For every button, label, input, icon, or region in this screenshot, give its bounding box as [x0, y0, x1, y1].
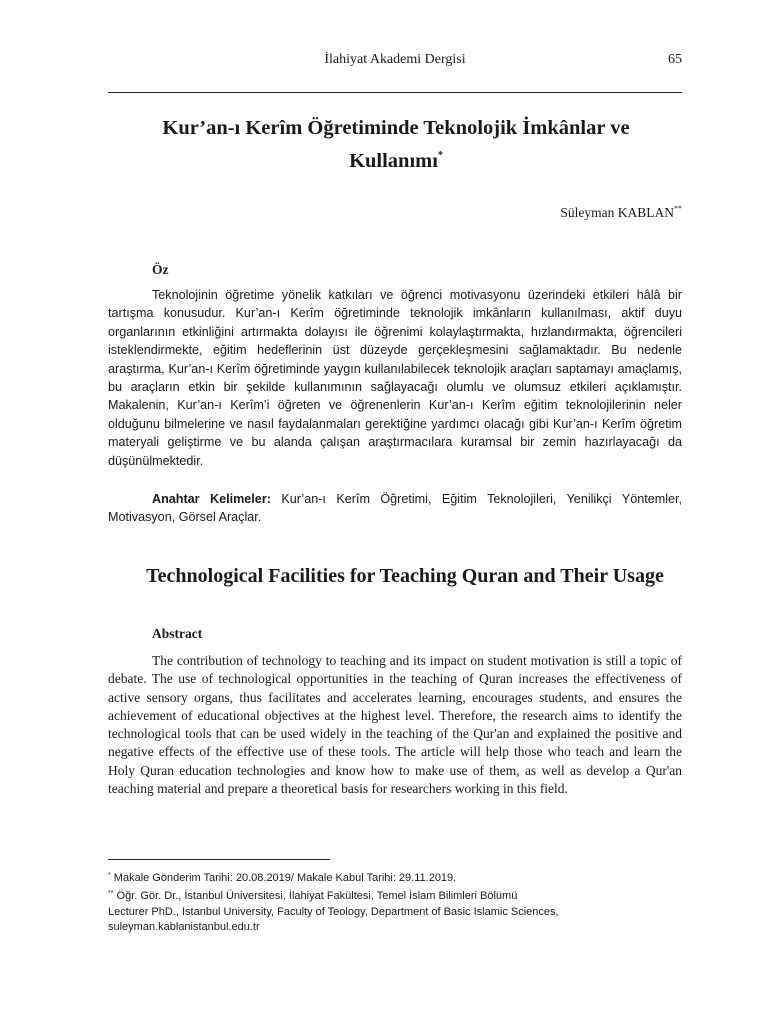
- author-name: Süleyman KABLAN: [560, 205, 674, 220]
- oz-heading: Öz: [152, 262, 169, 277]
- article-title-turkish: [130, 114, 662, 175]
- footnote-2-email: suleyman.kablanistanbul.edu.tr: [108, 921, 260, 934]
- keywords-text: Kur’an-ı Kerîm Öğretimi, Eğitim Teknolojileri, Yenilikçi Yöntemler, Motivasyon, Görsel Araçlar.: [108, 492, 683, 525]
- page-number: 65: [668, 52, 682, 67]
- footnote-1-mark: *: [108, 872, 111, 879]
- abstract-heading: Abstract: [152, 626, 203, 641]
- journal-title: İlahiyat Akademi Dergisi: [324, 52, 466, 67]
- footnote-2-text: Öğr. Gör. Dr., İstanbul Üniversitesi, İlahiyat Fakültesi, Temel İslam Bilimleri Bölümü: [113, 890, 518, 903]
- footnote-2: [108, 886, 682, 904]
- footnote-2-affiliation-en: Lecturer PhD., Istanbul University, Faculty of Teology, Department of Basic Islamic Sciences,: [108, 905, 559, 918]
- footnote-2-mark: **: [108, 890, 114, 898]
- title-footnote-mark: *: [437, 150, 443, 161]
- footnote-1-text: Makale Gönderim Tarihi: 20.08.2019/ Makale Kabul Tarihi: 29.11.2019.: [110, 872, 457, 884]
- author-footnote-mark: **: [674, 204, 682, 213]
- oz-paragraph: Teknolojinin öğretime yönelik katkıları ve öğrenci motivasyonu üzerindeki etkileri hâlâ bir tartışma konusudur. Kur’an-ı Kerîm öğretiminde teknolojik imkânların kullanılması, aktif duyu organlarının etkinliğini artırmakta dolayısı ile öğrenimi kolaylaştırmakta, hızlandırmakta, öğrencileri isteklendirmekte, eğitim hedeflerinin üst düzeyde gerçekleşmesini sağlamaktadır. Bu nedenle araştırma, Kur’an-ı Kerîm öğretiminde yaygın kullanılabilecek teknolojik araçları saptamayı amaçlamış, bu araçların etkin bir şekilde kullanımının sağlayacağı olumlu ve olumsuz etkileri açıklamıştır. Makalenin, Kur’an-ı Kerîm’i öğreten ve öğrenenlerin Kur’an-ı Kerîm eğitim teknolojilerinin neler olduğunu bilmelerine ve nasıl faydalanmaları gerektiğine yardımcı olacağı gibi Kur’an-ı Kerîm öğretim materyali geliştirme ve bu alanda çalışan araştırmacılara kuramsal bir zemin hazırlayacağı da düşünülmektedir.: [108, 288, 682, 468]
- abstract-paragraph: The contribution of technology to teaching and its impact on student motivation is still a topic of debate. The use of technological opportunities in the teaching of Quran increases the effectiveness of active sensory organs, thus facilitates and accelerates learning, encourages students, and ensures the achievement of educational objectives at the highest level. Therefore, the research aims to identify the technological tools that can be used widely in the teaching of the Qur'an and explained the positive and negative effects of the effective use of these tools. The article will help those who teach and learn the Holy Quran education technologies and know how to make use of them, as well as develop a Qur'an teaching material and prepare a theoretical basis for researchers working in this field.: [108, 653, 682, 797]
- article-title-english: Technological Facilities for Teaching Quran and Their Usage: [146, 565, 664, 587]
- keywords-paragraph: [108, 490, 682, 527]
- footnote-1: [108, 868, 682, 886]
- footnotes: [108, 868, 682, 936]
- title-tr-text: Kur’an-ı Kerîm Öğretiminde Teknolojik İmkânlar ve Kullanımı: [162, 117, 630, 172]
- keywords-label: Anahtar Kelimeler:: [152, 492, 271, 506]
- author: [560, 204, 682, 221]
- running-header: [108, 50, 682, 74]
- header-rule: [108, 92, 682, 93]
- footnote-rule: [108, 859, 330, 860]
